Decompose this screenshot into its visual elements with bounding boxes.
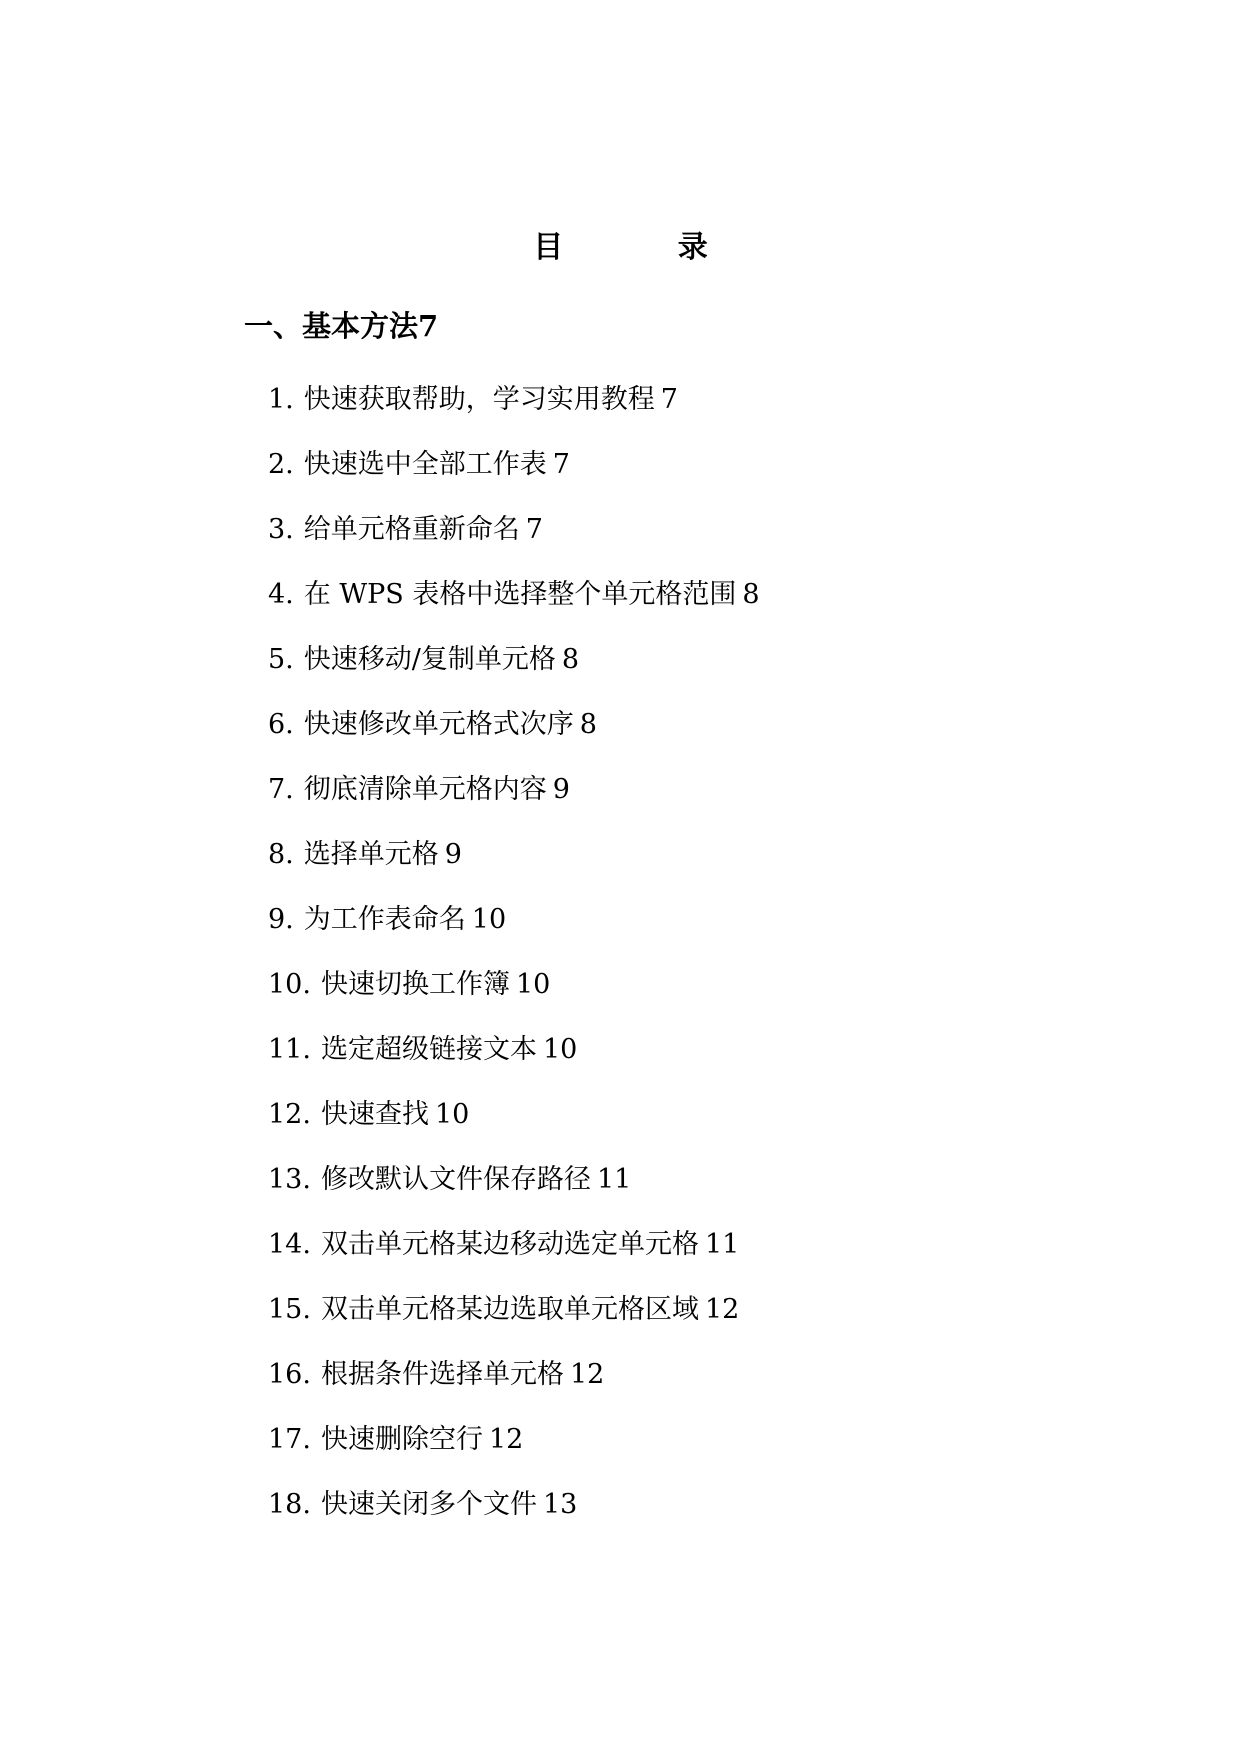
section-heading-page: 7 [418,309,439,343]
toc-entry-text: 修改默认文件保存路径 [320,1164,591,1195]
toc-title: 目 录 [533,230,760,265]
toc-entry-text: 快速删除空行 [320,1424,483,1455]
toc-entry[interactable] [268,1290,760,1355]
toc-entry-text: 快速获取帮助，学习实用教程 [303,384,655,415]
toc-entry-number: 18. [268,1489,311,1520]
toc-entry[interactable] [268,1485,760,1550]
toc-entry-page: 12 [569,1359,605,1390]
toc-entry-page: 12 [488,1424,524,1455]
toc-entry-page: 10 [471,904,507,935]
toc-entry-page: 12 [704,1294,740,1325]
toc-entry-page: 10 [515,969,551,1000]
toc-entry[interactable] [268,1355,760,1420]
toc-entry-number: 14. [268,1229,311,1260]
toc-entry-number: 9. [268,904,294,935]
toc-entry-page: 8 [561,644,580,675]
toc-entry-text: 快速关闭多个文件 [320,1489,537,1520]
toc-entry-page: 8 [742,579,760,610]
toc-entry-number: 17. [268,1424,311,1455]
toc-entry-page: 11 [704,1229,740,1260]
toc-entry-text: 快速移动/复制单元格 [303,644,556,675]
toc-entry-text: 给单元格重新命名 [303,514,520,545]
toc-entry[interactable] [268,1420,760,1485]
section-heading[interactable] [244,306,438,346]
toc-entry-page: 10 [542,1034,578,1065]
toc-entry-page: 8 [579,709,597,740]
toc-entry-number: 7. [268,774,294,805]
toc-entry-text: 选定超级链接文本 [320,1034,537,1065]
toc-entry[interactable] [268,1095,760,1160]
toc-entry-text: 彻底清除单元格内容 [303,774,547,805]
toc-entry-number: 12. [268,1099,311,1130]
toc-entry[interactable] [268,705,760,770]
toc-entry[interactable] [268,1030,760,1095]
toc-entry-page: 13 [542,1489,578,1520]
toc-entry-number: 15. [268,1294,311,1325]
toc-entry[interactable] [268,380,760,445]
toc-entry[interactable] [268,575,760,640]
toc-entry-number: 5. [268,644,294,675]
toc-entry-number: 16. [268,1359,311,1390]
toc-entry-text: 快速切换工作簿 [320,969,510,1000]
toc-entry-number: 6. [268,709,294,740]
toc-entry-number: 11. [268,1034,311,1065]
toc-entry-page: 7 [525,514,543,545]
toc-entry-text: 根据条件选择单元格 [320,1359,564,1390]
toc-entry-text: 快速选中全部工作表 [303,449,547,480]
toc-entry-text: 选择单元格 [303,839,439,870]
toc-entry-text: 快速修改单元格式次序 [303,709,574,740]
toc-entry-number: 3. [268,514,294,545]
toc-entry-text: 双击单元格某边移动选定单元格 [320,1229,699,1260]
toc-entry[interactable] [268,835,760,900]
toc-entry[interactable] [268,900,760,965]
toc-entry-number: 10. [268,969,311,1000]
toc-entry-number: 2. [268,449,294,480]
toc-entry-page: 9 [552,774,570,805]
toc-entry[interactable] [268,510,760,575]
toc-entry-text: 双击单元格某边选取单元格区域 [320,1294,699,1325]
toc-entry-text: 在 WPS 表格中选择整个单元格范围 [303,579,737,610]
toc-entry[interactable] [268,640,760,705]
toc-entry[interactable] [268,770,760,835]
toc-entry-text: 快速查找 [320,1099,429,1130]
toc-entry-text: 为工作表命名 [303,904,466,935]
toc-entry-page: 7 [660,384,678,415]
section-heading-label: 一、基本方法 [244,309,419,343]
toc-entry[interactable] [268,445,760,510]
toc-entry-page: 11 [596,1164,632,1195]
toc-entry-number: 8. [268,839,294,870]
toc-entry[interactable] [268,1160,760,1225]
toc-entry[interactable] [268,965,760,1030]
toc-entry-number: 1. [268,384,294,415]
toc-entry-number: 4. [268,579,294,610]
toc-entry-number: 13. [268,1164,311,1195]
toc-entry-page: 9 [444,839,462,870]
toc-entry-page: 7 [552,449,570,480]
toc-entry-page: 10 [434,1099,470,1130]
toc-entry[interactable] [268,1225,760,1290]
toc-entry-list [268,380,760,1550]
